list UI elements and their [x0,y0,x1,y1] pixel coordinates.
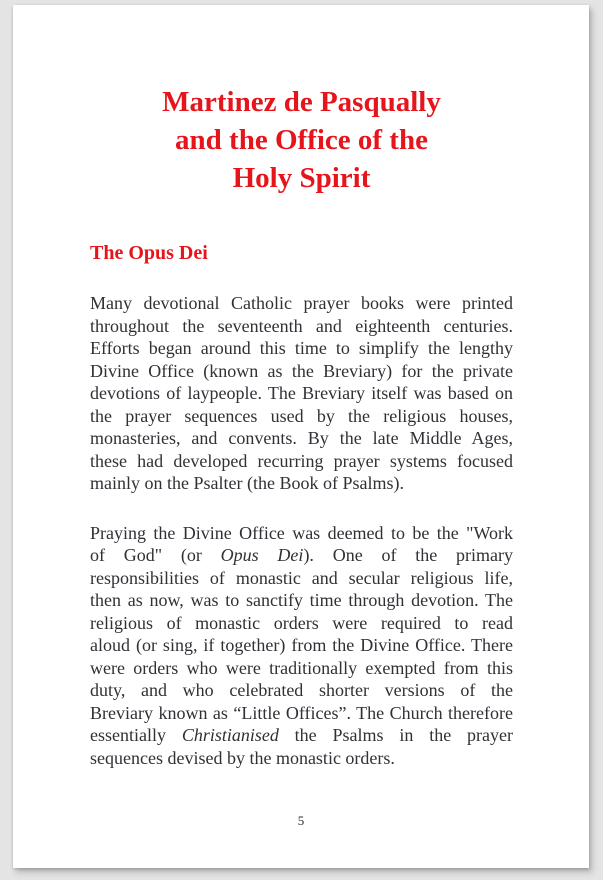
title-line: Martinez de Pasqually [162,86,441,118]
text-line [90,589,513,612]
page-title [90,83,513,197]
text-line [90,315,513,338]
text-line [90,567,513,590]
text-segment: Breviary known as “Little Offices”. The Church therefore [90,702,513,723]
text-segment: aloud (or sing, if together) from the Divine Office. There [90,635,513,655]
text-line [90,747,513,770]
text-segment: essentially [90,725,182,745]
page-number: 5 [297,813,305,828]
paragraph [90,292,513,495]
text-segment: Divine Office (known as the Breviary) for the private [90,360,513,381]
text-line [90,702,513,725]
italic-text: Christianised [181,725,279,745]
text-segment: sequences devised by the monastic orders. [90,747,395,768]
text-segment: Many devotional Catholic prayer books were printed [90,293,513,313]
text-line [90,382,513,405]
text-line [90,360,513,383]
text-segment: religious of monastic orders were required to read [90,612,513,633]
text-segment: the Psalms in the prayer [278,725,513,745]
body-paragraphs [90,292,513,769]
text-segment: Praying the Divine Office was deemed to be the "Work [90,522,513,543]
text-line [90,612,513,635]
text-line [90,522,513,545]
text-segment: devotions of laypeople. The Breviary itself was based on [90,383,513,403]
text-line [90,544,513,567]
text-segment: then as now, was to sanctify time through devotion. The [90,590,513,610]
text-segment: these had developed recurring prayer systems focused [90,450,513,471]
page-content [13,83,589,769]
text-line [90,679,513,702]
text-line [90,292,513,315]
text-line [90,657,513,680]
document-page [13,5,589,868]
text-line [90,337,513,360]
text-segment: ). One of the primary [303,545,513,565]
text-line [90,634,513,657]
text-line [90,405,513,428]
text-line [90,724,513,747]
italic-text: Opus Dei [220,545,304,565]
title-line: Holy Spirit [232,162,371,194]
text-line [90,450,513,473]
text-segment: the prayer sequences used by the religious houses, [90,405,513,426]
paragraph [90,522,513,770]
text-segment: monasteries, and convents. By the late Middle Ages, [90,428,513,448]
text-segment: were orders who were traditionally exempted from this [90,657,513,678]
text-line [90,472,513,495]
text-segment: mainly on the Psalter (the Book of Psalms). [90,473,404,493]
text-line [90,427,513,450]
text-segment: responsibilities of monastic and secular religious life, [90,567,513,588]
text-segment: of God" (or [90,545,221,565]
section-heading: The Opus Dei [90,242,208,264]
text-segment: throughout the seventeenth and eighteenth centuries. [90,315,513,336]
title-line: and the Office of the [175,124,428,156]
text-segment: duty, and who celebrated shorter versions of the [90,680,513,700]
text-segment: Efforts began around this time to simplify the lengthy [90,338,513,358]
